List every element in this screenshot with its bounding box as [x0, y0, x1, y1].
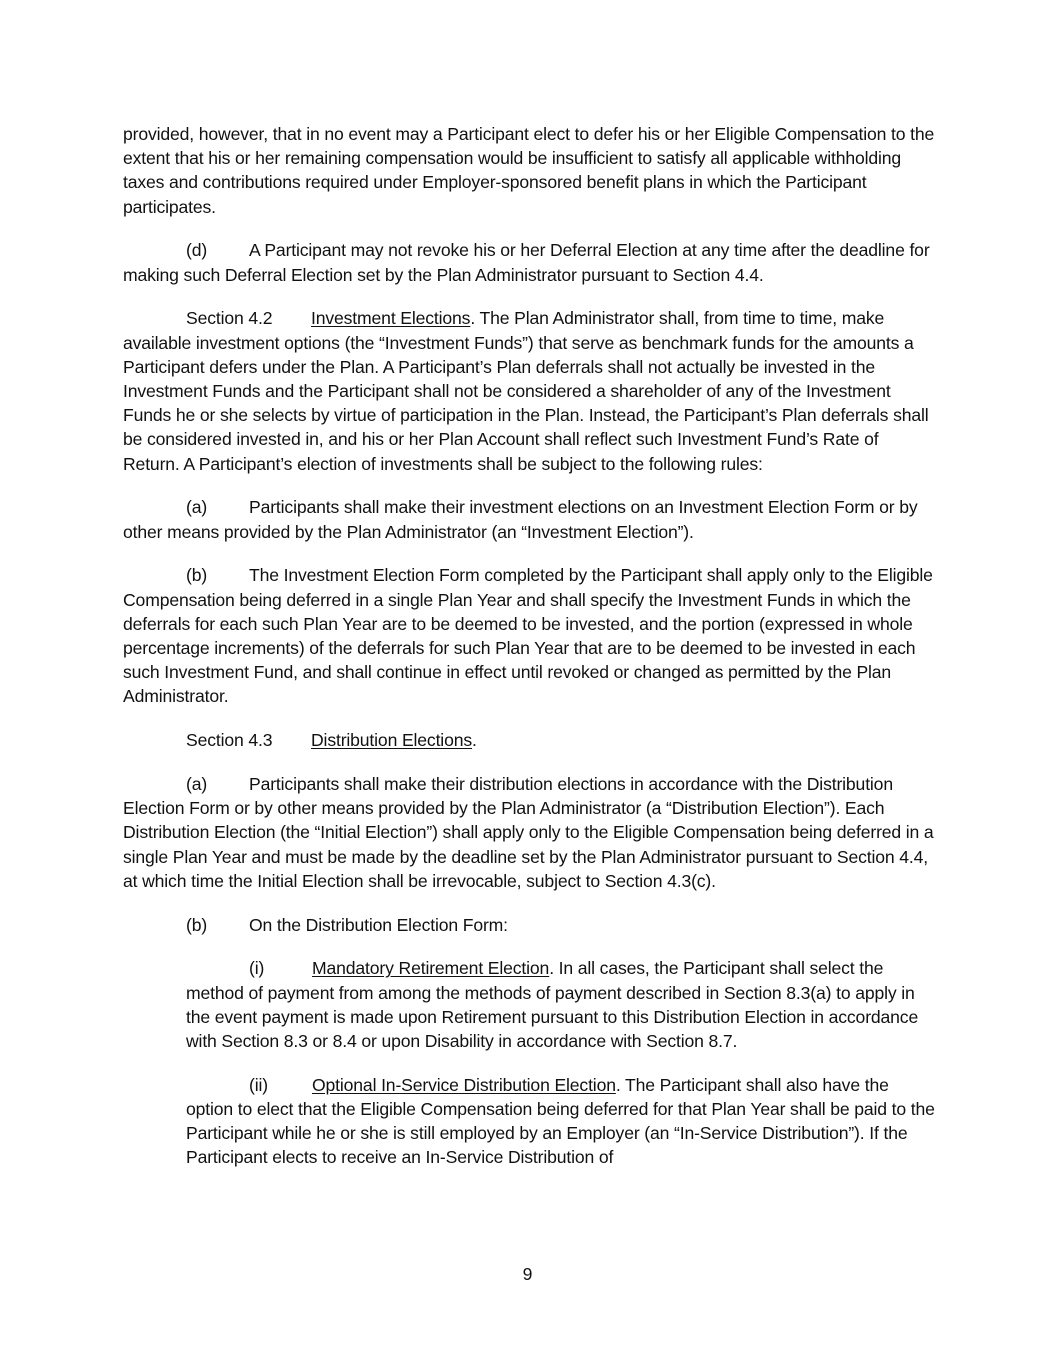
section-4-3-b-ii-label: (ii) [249, 1074, 268, 1095]
section-4-3: Section 4.3 Distribution Elections. [123, 728, 935, 752]
section-4-2-a [123, 495, 935, 543]
section-4-2-b-label: (b) [186, 565, 208, 586]
section-4-2-title: Investment Elections [311, 308, 471, 329]
section-4-3-a [123, 772, 935, 893]
section-4-3-b-i-title: Mandatory Retirement Election [312, 958, 550, 979]
page-number: 9 [522, 1264, 533, 1284]
section-4-2-b-text: The Investment Election Form completed by the Participant shall apply only to the Eligible Compensation being deferred in a single Plan Year and shall specify the Investment Funds in which the deferrals for each such Plan Year are to be deemed to be invested, and the portion (expressed in whole percentage increments) of the deferrals for such Plan Year that are to be deemed to be invested in each such Investment Fund, and shall continue in effect until revoked or changed as permitted by the Plan Administrator. [123, 565, 933, 707]
section-4-3-b-ii-title: Optional In-Service Distribution Election [312, 1074, 616, 1095]
section-4-3-number: Section 4.3 [186, 730, 273, 751]
paragraph-d-label: (d) [186, 240, 208, 261]
section-4-2: Section 4.2 Investment Elections. The Plan Administrator shall, from time to time, make available investment options (the “Investment Funds”) that serve as benchmark funds for the amounts a Participant defers under the Plan. A Participant’s Plan deferrals shall not actually be invested in the Investment Funds and the Participant shall not be considered a shareholder of any of the Investment Funds he or she selects by virtue of participation in the Plan. Instead, the Participant’s Plan deferrals shall be considered invested in, and his or her Plan Account shall reflect such Investment Fund’s Rate of Return. A Participant’s election of investments shall be subject to the following rules: [123, 308, 929, 474]
section-4-3-b-ii-text: The Participant shall also have the option to elect that the Eligible Compensation being deferred for that Plan Year shall be paid to the Participant while he or she is still employed by an Employer (an “In-Service Distribution”). If the Participant elects to receive an In-Service Distribution of [186, 1074, 935, 1168]
section-4-3-b-i: (i) Mandatory Retirement Election. In all cases, the Participant shall select the method of payment from among the methods of payment described in Section 8.3(a) to apply in the event payment is made upon Retirement pursuant to this Distribution Election in accordance with Section 8.3 or 8.4 or upon Disability in accordance with Section 8.7. [186, 958, 919, 1052]
section-4-3-a-text: Participants shall make their distribution elections in accordance with the Distribution Election Form or by other means provided by the Plan Administrator (a “Distribution Election”). Each Distribution Election (the “Initial Election”) shall apply only to the Eligible Compensation being deferred in a single Plan Year and must be made by the deadline set by the Plan Administrator pursuant to Section 4.4, at which time the Initial Election shall be irrevocable, subject to Section 4.3(c). [123, 774, 934, 891]
paragraph-d-text: A Participant may not revoke his or her Deferral Election at any time after the deadline for making such Deferral Election set by the Plan Administrator pursuant to Section 4.4. [123, 240, 930, 285]
section-4-3-b-ii: (ii) Optional In-Service Distribution Election. The Participant shall also have the option to elect that the Eligible Compensation being deferred for that Plan Year shall be paid to the Participant while he or she is still employed by an Employer (an “In-Service Distribution”). If the Participant elects to receive an In-Service Distribution of [186, 1074, 935, 1168]
section-4-3-b-i-label: (i) [249, 958, 265, 979]
document-page [123, 122, 935, 1189]
paragraph-intro: provided, however, that in no event may a Participant elect to defer his or her Eligible Compensation to the extent that his or her remaining compensation would be insufficient to satisfy all applicable withholding taxes and contributions required under Employer-sponsored benefit plans in which the Participant participates. [123, 124, 935, 217]
section-4-3-title: Distribution Elections [311, 730, 472, 751]
section-4-2-number: Section 4.2 [186, 308, 273, 329]
section-4-2-a-text: Participants shall make their investment elections on an Investment Election Form or by other means provided by the Plan Administrator (an “Investment Election”). [123, 497, 918, 542]
section-4-3-b-i-text: In all cases, the Participant shall select the method of payment from among the methods of payment described in Section 8.3(a) to apply in the event payment is made upon Retirement pursuant to this Distribution Election in accordance with Section 8.3 or 8.4 or upon Disability in accordance with Section 8.7. [186, 958, 919, 1052]
section-4-2-text: The Plan Administrator shall, from time to time, make available investment options (the “Investment Funds”) that serve as benchmark funds for the amounts a Participant defers under the Plan. A Participant’s Plan deferrals shall not actually be invested in the Investment Funds and the Participant shall not be considered a shareholder of any of the Investment Funds he or she selects by virtue of participation in the Plan. Instead, the Participant’s Plan deferrals shall be considered invested in, and his or her Plan Account shall reflect such Investment Fund’s Rate of Return. A Participant’s election of investments shall be subject to the following rules: [123, 308, 929, 474]
section-4-3-b-label: (b) [186, 914, 208, 935]
section-4-3-b [123, 913, 935, 937]
paragraph-d [123, 238, 935, 286]
section-4-2-b [123, 563, 935, 708]
section-4-2-a-label: (a) [186, 497, 208, 518]
section-4-3-b-text: On the Distribution Election Form: [249, 914, 508, 935]
section-4-3-a-label: (a) [186, 774, 208, 795]
